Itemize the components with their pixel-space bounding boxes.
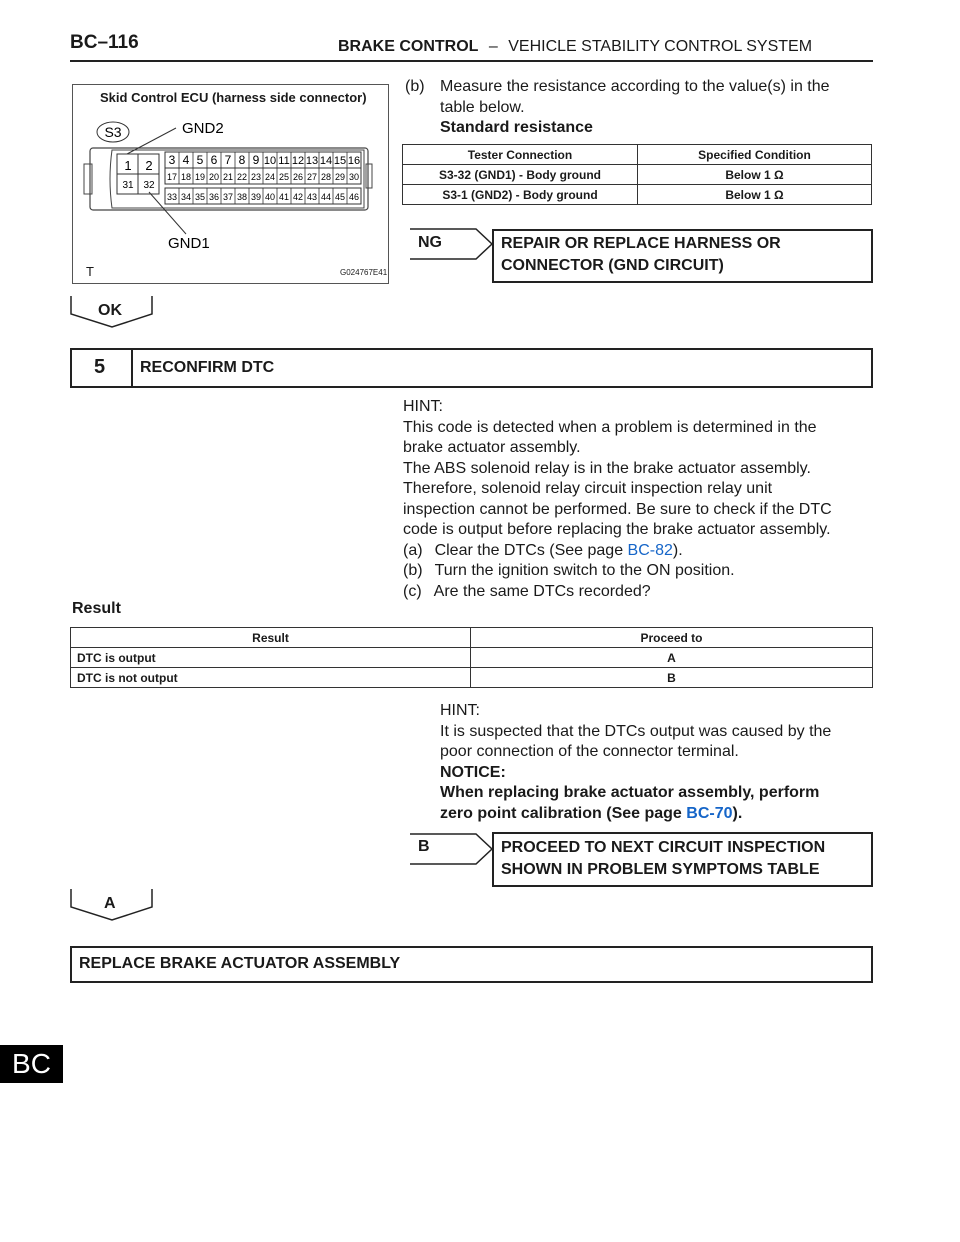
ng-action-line1: REPAIR OR REPLACE HARNESS OR bbox=[501, 235, 781, 252]
ng-label: NG bbox=[418, 234, 442, 251]
result-heading: Result bbox=[72, 600, 121, 617]
table-header: Result bbox=[71, 628, 471, 648]
step-b-line1: Measure the resistance according to the value(s) in the bbox=[440, 78, 830, 95]
pin-23: 23 bbox=[250, 172, 262, 182]
pin-15: 15 bbox=[333, 155, 347, 167]
table-cell: S3-32 (GND1) - Body ground bbox=[403, 165, 638, 185]
table-cell: S3-1 (GND2) - Body ground bbox=[403, 185, 638, 205]
pin-32: 32 bbox=[143, 180, 155, 191]
pin-16: 16 bbox=[347, 155, 361, 167]
page-header-title bbox=[338, 38, 812, 56]
hint-2-line: It is suspected that the DTCs output was caused by the bbox=[440, 722, 832, 740]
pin-33: 33 bbox=[166, 192, 178, 202]
connector-diagram bbox=[72, 84, 389, 284]
notice-line: When replacing brake actuator assembly, perform bbox=[440, 784, 820, 801]
pin-34: 34 bbox=[180, 192, 192, 202]
pin-39: 39 bbox=[250, 192, 262, 202]
section-tab: BC bbox=[0, 1045, 63, 1083]
pin-40: 40 bbox=[264, 192, 276, 202]
table-header: Proceed to bbox=[471, 628, 873, 648]
figure-corner-mark: T bbox=[86, 264, 94, 279]
hint-2-line: poor connection of the connector terminal. bbox=[440, 743, 739, 760]
gnd2-label: GND2 bbox=[182, 120, 224, 137]
pin-36: 36 bbox=[208, 192, 220, 202]
table-row bbox=[71, 668, 873, 688]
bc-82-link[interactable]: BC-82 bbox=[627, 541, 673, 559]
table-header: Tester Connection bbox=[403, 145, 638, 165]
pin-43: 43 bbox=[306, 192, 318, 202]
connector-latch-left bbox=[84, 164, 92, 194]
hint-1-line: inspection cannot be performed. Be sure to check if the DTC bbox=[403, 500, 832, 518]
page-code: BC–116 bbox=[70, 32, 139, 53]
pin-29: 29 bbox=[334, 172, 346, 182]
pin-12: 12 bbox=[291, 155, 305, 167]
pin-38: 38 bbox=[236, 192, 248, 202]
pin-6: 6 bbox=[210, 153, 218, 167]
header-separator: – bbox=[488, 38, 498, 55]
table-cell: A bbox=[471, 648, 873, 668]
step-5-title: RECONFIRM DTC bbox=[140, 359, 275, 376]
notice-label: NOTICE: bbox=[440, 763, 506, 781]
result-table bbox=[70, 627, 873, 688]
s3-label: S3 bbox=[104, 124, 122, 140]
hint-1-line: code is output before replacing the brake actuator assembly. bbox=[403, 521, 831, 538]
b-label: B bbox=[418, 838, 430, 855]
pin-4: 4 bbox=[182, 153, 190, 167]
table-row bbox=[403, 165, 872, 185]
b-action-line2: SHOWN IN PROBLEM SYMPTOMS TABLE bbox=[501, 861, 820, 878]
hint-1-line: brake actuator assembly. bbox=[403, 439, 581, 456]
ok-label: OK bbox=[98, 302, 122, 319]
step-5-divider bbox=[131, 349, 133, 387]
hint-2-block bbox=[440, 701, 880, 824]
connector-latch-right bbox=[366, 164, 372, 188]
table-cell: Below 1 Ω bbox=[638, 185, 872, 205]
pin-17: 17 bbox=[166, 172, 178, 182]
table-header: Specified Condition bbox=[638, 145, 872, 165]
step-b-label: (b) bbox=[405, 78, 425, 95]
figure-title: Skid Control ECU (harness side connector) bbox=[100, 90, 367, 105]
notice-line: zero point calibration (See page BC-70). bbox=[440, 804, 743, 822]
table-header-row bbox=[403, 145, 872, 165]
pin-24: 24 bbox=[264, 172, 276, 182]
step-b2: (b) Turn the ignition switch to the ON position. bbox=[403, 562, 735, 579]
table-cell: B bbox=[471, 668, 873, 688]
subsection-title: VEHICLE STABILITY CONTROL SYSTEM bbox=[508, 38, 813, 55]
pin-7: 7 bbox=[224, 153, 232, 167]
pin-2: 2 bbox=[145, 158, 153, 173]
pin-18: 18 bbox=[180, 172, 192, 182]
pin-26: 26 bbox=[292, 172, 304, 182]
pin-14: 14 bbox=[319, 155, 333, 167]
table-header-row bbox=[71, 628, 873, 648]
table-cell: DTC is output bbox=[71, 648, 471, 668]
pin-30: 30 bbox=[348, 172, 360, 182]
pin-11: 11 bbox=[278, 155, 290, 167]
step-c: (c) Are the same DTCs recorded? bbox=[403, 582, 651, 600]
table-cell: DTC is not output bbox=[71, 668, 471, 688]
figure-id: G024767E41 bbox=[340, 268, 388, 277]
bc-70-link[interactable]: BC-70 bbox=[686, 804, 733, 822]
pin-1: 1 bbox=[124, 158, 132, 173]
pin-3: 3 bbox=[168, 153, 176, 167]
hint-1-line: Therefore, solenoid relay circuit inspection relay unit bbox=[403, 480, 773, 497]
hint-2-label: HINT: bbox=[440, 702, 480, 719]
pin-rows bbox=[165, 152, 361, 204]
header-rule bbox=[70, 60, 873, 62]
table-cell: Below 1 Ω bbox=[638, 165, 872, 185]
step-b-line2: table below. bbox=[440, 98, 525, 116]
a-label: A bbox=[104, 895, 116, 912]
hint-1-line: This code is detected when a problem is determined in the bbox=[403, 418, 817, 436]
pin-46: 46 bbox=[348, 192, 360, 202]
gnd1-label: GND1 bbox=[168, 235, 210, 252]
pin-8: 8 bbox=[238, 153, 246, 167]
pin-44: 44 bbox=[320, 192, 332, 202]
pin-37: 37 bbox=[222, 192, 234, 202]
pin-20: 20 bbox=[208, 172, 220, 182]
pin-27: 27 bbox=[306, 172, 318, 182]
table-row bbox=[403, 185, 872, 205]
ng-action-text bbox=[501, 233, 781, 277]
final-action-text: REPLACE BRAKE ACTUATOR ASSEMBLY bbox=[79, 955, 401, 972]
pin-25: 25 bbox=[278, 172, 290, 182]
step-b-text bbox=[440, 77, 880, 139]
standard-resistance-heading: Standard resistance bbox=[440, 119, 593, 136]
pin-5: 5 bbox=[196, 153, 204, 167]
resistance-table bbox=[402, 144, 872, 205]
pin-42: 42 bbox=[292, 192, 304, 202]
step-a: (a) Clear the DTCs (See page BC-82). bbox=[403, 541, 683, 559]
hint-1-block bbox=[403, 397, 873, 602]
pin-35: 35 bbox=[194, 192, 206, 202]
ng-action-line2: CONNECTOR (GND CIRCUIT) bbox=[501, 257, 724, 274]
pin-10: 10 bbox=[263, 155, 277, 167]
pin-9: 9 bbox=[252, 153, 260, 167]
pin-31: 31 bbox=[122, 180, 134, 191]
b-action-text bbox=[501, 837, 825, 881]
pin-19: 19 bbox=[194, 172, 206, 182]
pin-45: 45 bbox=[334, 192, 346, 202]
pin-28: 28 bbox=[320, 172, 332, 182]
pin-41: 41 bbox=[278, 192, 290, 202]
pin-21: 21 bbox=[222, 172, 234, 182]
pin-13: 13 bbox=[305, 155, 319, 167]
pin-22: 22 bbox=[236, 172, 248, 182]
hint-1-label: HINT: bbox=[403, 398, 443, 415]
table-row bbox=[71, 648, 873, 668]
section-title: BRAKE CONTROL bbox=[338, 38, 479, 55]
b-action-line1: PROCEED TO NEXT CIRCUIT INSPECTION bbox=[501, 839, 826, 856]
hint-1-line: The ABS solenoid relay is in the brake actuator assembly. bbox=[403, 459, 811, 477]
step-5-number: 5 bbox=[94, 356, 106, 378]
